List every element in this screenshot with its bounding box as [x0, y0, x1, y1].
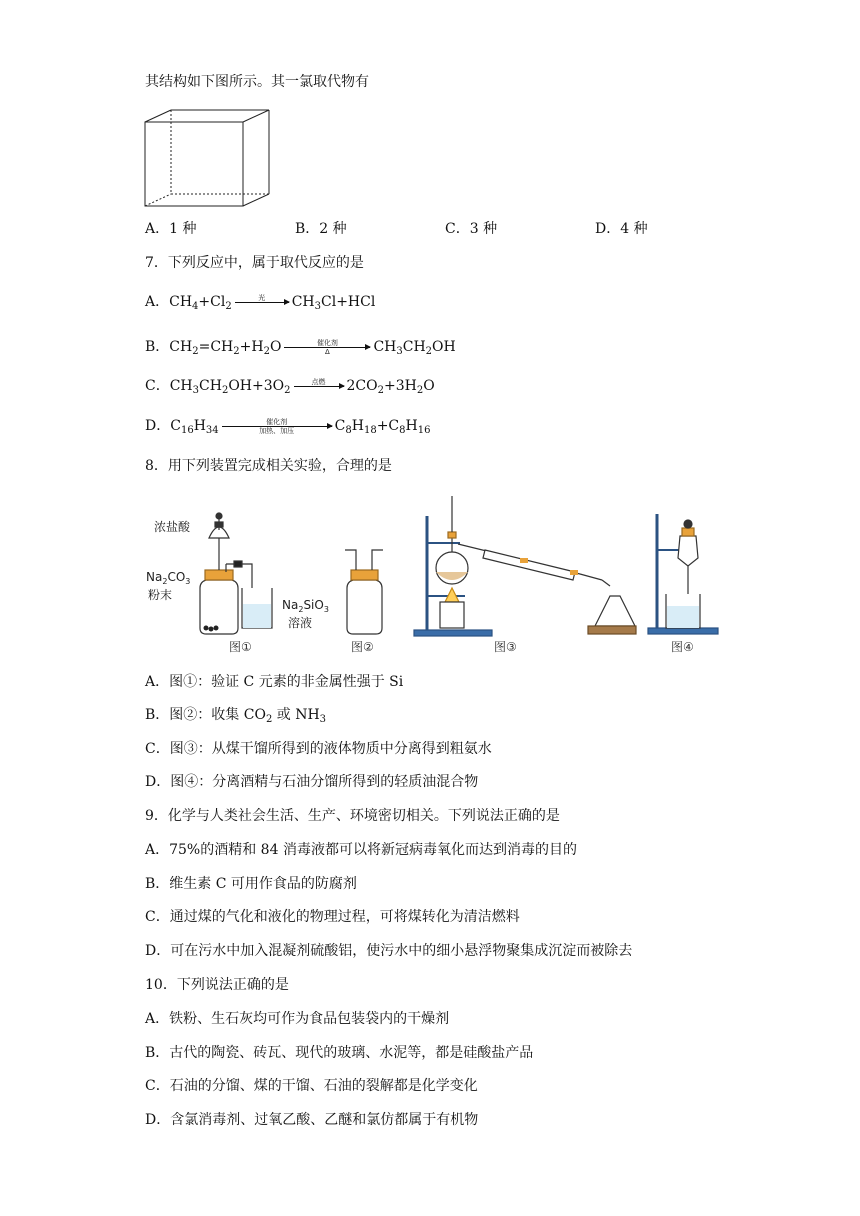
q7-b-rhs: $CH_3CH_2OH$: [373, 339, 456, 357]
q6-stem: 其结构如下图所示。其一氯取代物有: [145, 74, 369, 90]
apparatus-3: [414, 496, 636, 636]
q7-a-label: A．: [145, 294, 170, 310]
q10-option-b: B．古代的陶瓷、砖瓦、现代的玻璃、水泥等，都是硅酸盐产品: [145, 1045, 534, 1061]
q7-d-rhs: $C_8H_{18}+C_8H_{16}$: [334, 418, 431, 436]
q7-a-lhs: $CH_4+Cl_2$: [169, 294, 232, 312]
q10-option-c: C．石油的分馏、煤的干馏、石油的裂解都是化学变化: [145, 1078, 478, 1094]
q6-option-c: C．3 种: [445, 221, 498, 237]
reaction-arrow-icon: 催化剂 加热、加压: [222, 418, 332, 435]
q6-option-b: B．2 种: [295, 221, 347, 237]
q7-option-a: [145, 292, 375, 312]
q7-option-d: [145, 416, 430, 436]
q9-option-a: A．75%的酒精和 84 消毒液都可以将新冠病毒氧化而达到消毒的目的: [145, 842, 577, 858]
q8-stem: 8．用下列装置完成相关实验，合理的是: [145, 458, 392, 474]
q7-c-label: C．: [145, 378, 170, 394]
fig3-caption: 图③: [494, 640, 517, 654]
q6-option-d: D．4 种: [595, 221, 648, 237]
q10-stem: 10．下列说法正确的是: [145, 977, 289, 993]
label-na2sio3: $Na_2SiO_3$: [282, 598, 329, 614]
q7-b-label: B．: [145, 339, 170, 355]
q6-option-a: A．1 种: [145, 221, 197, 237]
reaction-arrow-icon: 点燃: [294, 378, 344, 395]
q7-c-rhs: $2CO_2+3H_2O$: [346, 378, 435, 396]
q7-d-lhs: $C_{16}H_{34}$: [170, 418, 219, 436]
q7-option-c: [145, 376, 435, 396]
apparatus-4: [648, 514, 718, 634]
fig1-caption: 图①: [229, 640, 252, 654]
fig2-caption: 图②: [351, 640, 374, 654]
q7-option-b: [145, 337, 456, 357]
apparatus-figure: [140, 488, 730, 658]
q9-option-c: C．通过煤的气化和液化的物理过程，可将煤转化为清洁燃料: [145, 909, 520, 925]
apparatus-2: [345, 550, 383, 634]
q10-option-a: A．铁粉、生石灰均可作为食品包装袋内的干燥剂: [145, 1011, 450, 1027]
q9-option-d: D．可在污水中加入混凝剂硫酸铝，使污水中的细小悬浮物聚集成沉淀而被除去: [145, 943, 633, 959]
label-solution: 溶液: [288, 616, 313, 630]
q8-option-b: B．图②：收集 $CO_2$ 或 $NH_3$: [145, 707, 327, 725]
q7-b-lhs: $CH_2=CH_2+H_2O$: [169, 339, 282, 357]
fig4-caption: 图④: [671, 640, 694, 654]
label-powder: 粉末: [148, 588, 173, 602]
q7-stem: 7．下列反应中，属于取代反应的是: [145, 255, 364, 271]
q8-option-d: D．图④：分离酒精与石油分馏所得到的轻质油混合物: [145, 774, 479, 790]
apparatus-1: [200, 513, 272, 634]
q7-c-lhs: $CH_3CH_2OH+3O_2$: [169, 378, 291, 396]
q7-d-label: D．: [145, 418, 171, 434]
q9-stem: 9．化学与人类社会生活、生产、环境密切相关。下列说法正确的是: [145, 808, 560, 824]
reaction-arrow-icon: 催化剂 Δ: [284, 339, 370, 356]
q8-option-a: A．图①：验证 C 元素的非金属性强于 Si: [145, 674, 404, 690]
q8-option-c: C．图③：从煤干馏所得到的液体物质中分离得到粗氨水: [145, 741, 492, 757]
q6-options: [145, 219, 705, 239]
label-hcl: 浓盐酸: [154, 520, 191, 534]
reaction-arrow-icon: 光: [235, 294, 289, 311]
q10-option-d: D．含氯消毒剂、过氧乙酸、乙醚和氯仿都属于有机物: [145, 1112, 479, 1128]
cube-structure-figure: [143, 108, 273, 210]
q7-a-rhs: $CH_3Cl+HCl$: [291, 294, 376, 312]
q9-option-b: B．维生素 C 可用作食品的防腐剂: [145, 876, 357, 892]
label-na2co3: $Na_2CO_3$: [146, 570, 191, 586]
